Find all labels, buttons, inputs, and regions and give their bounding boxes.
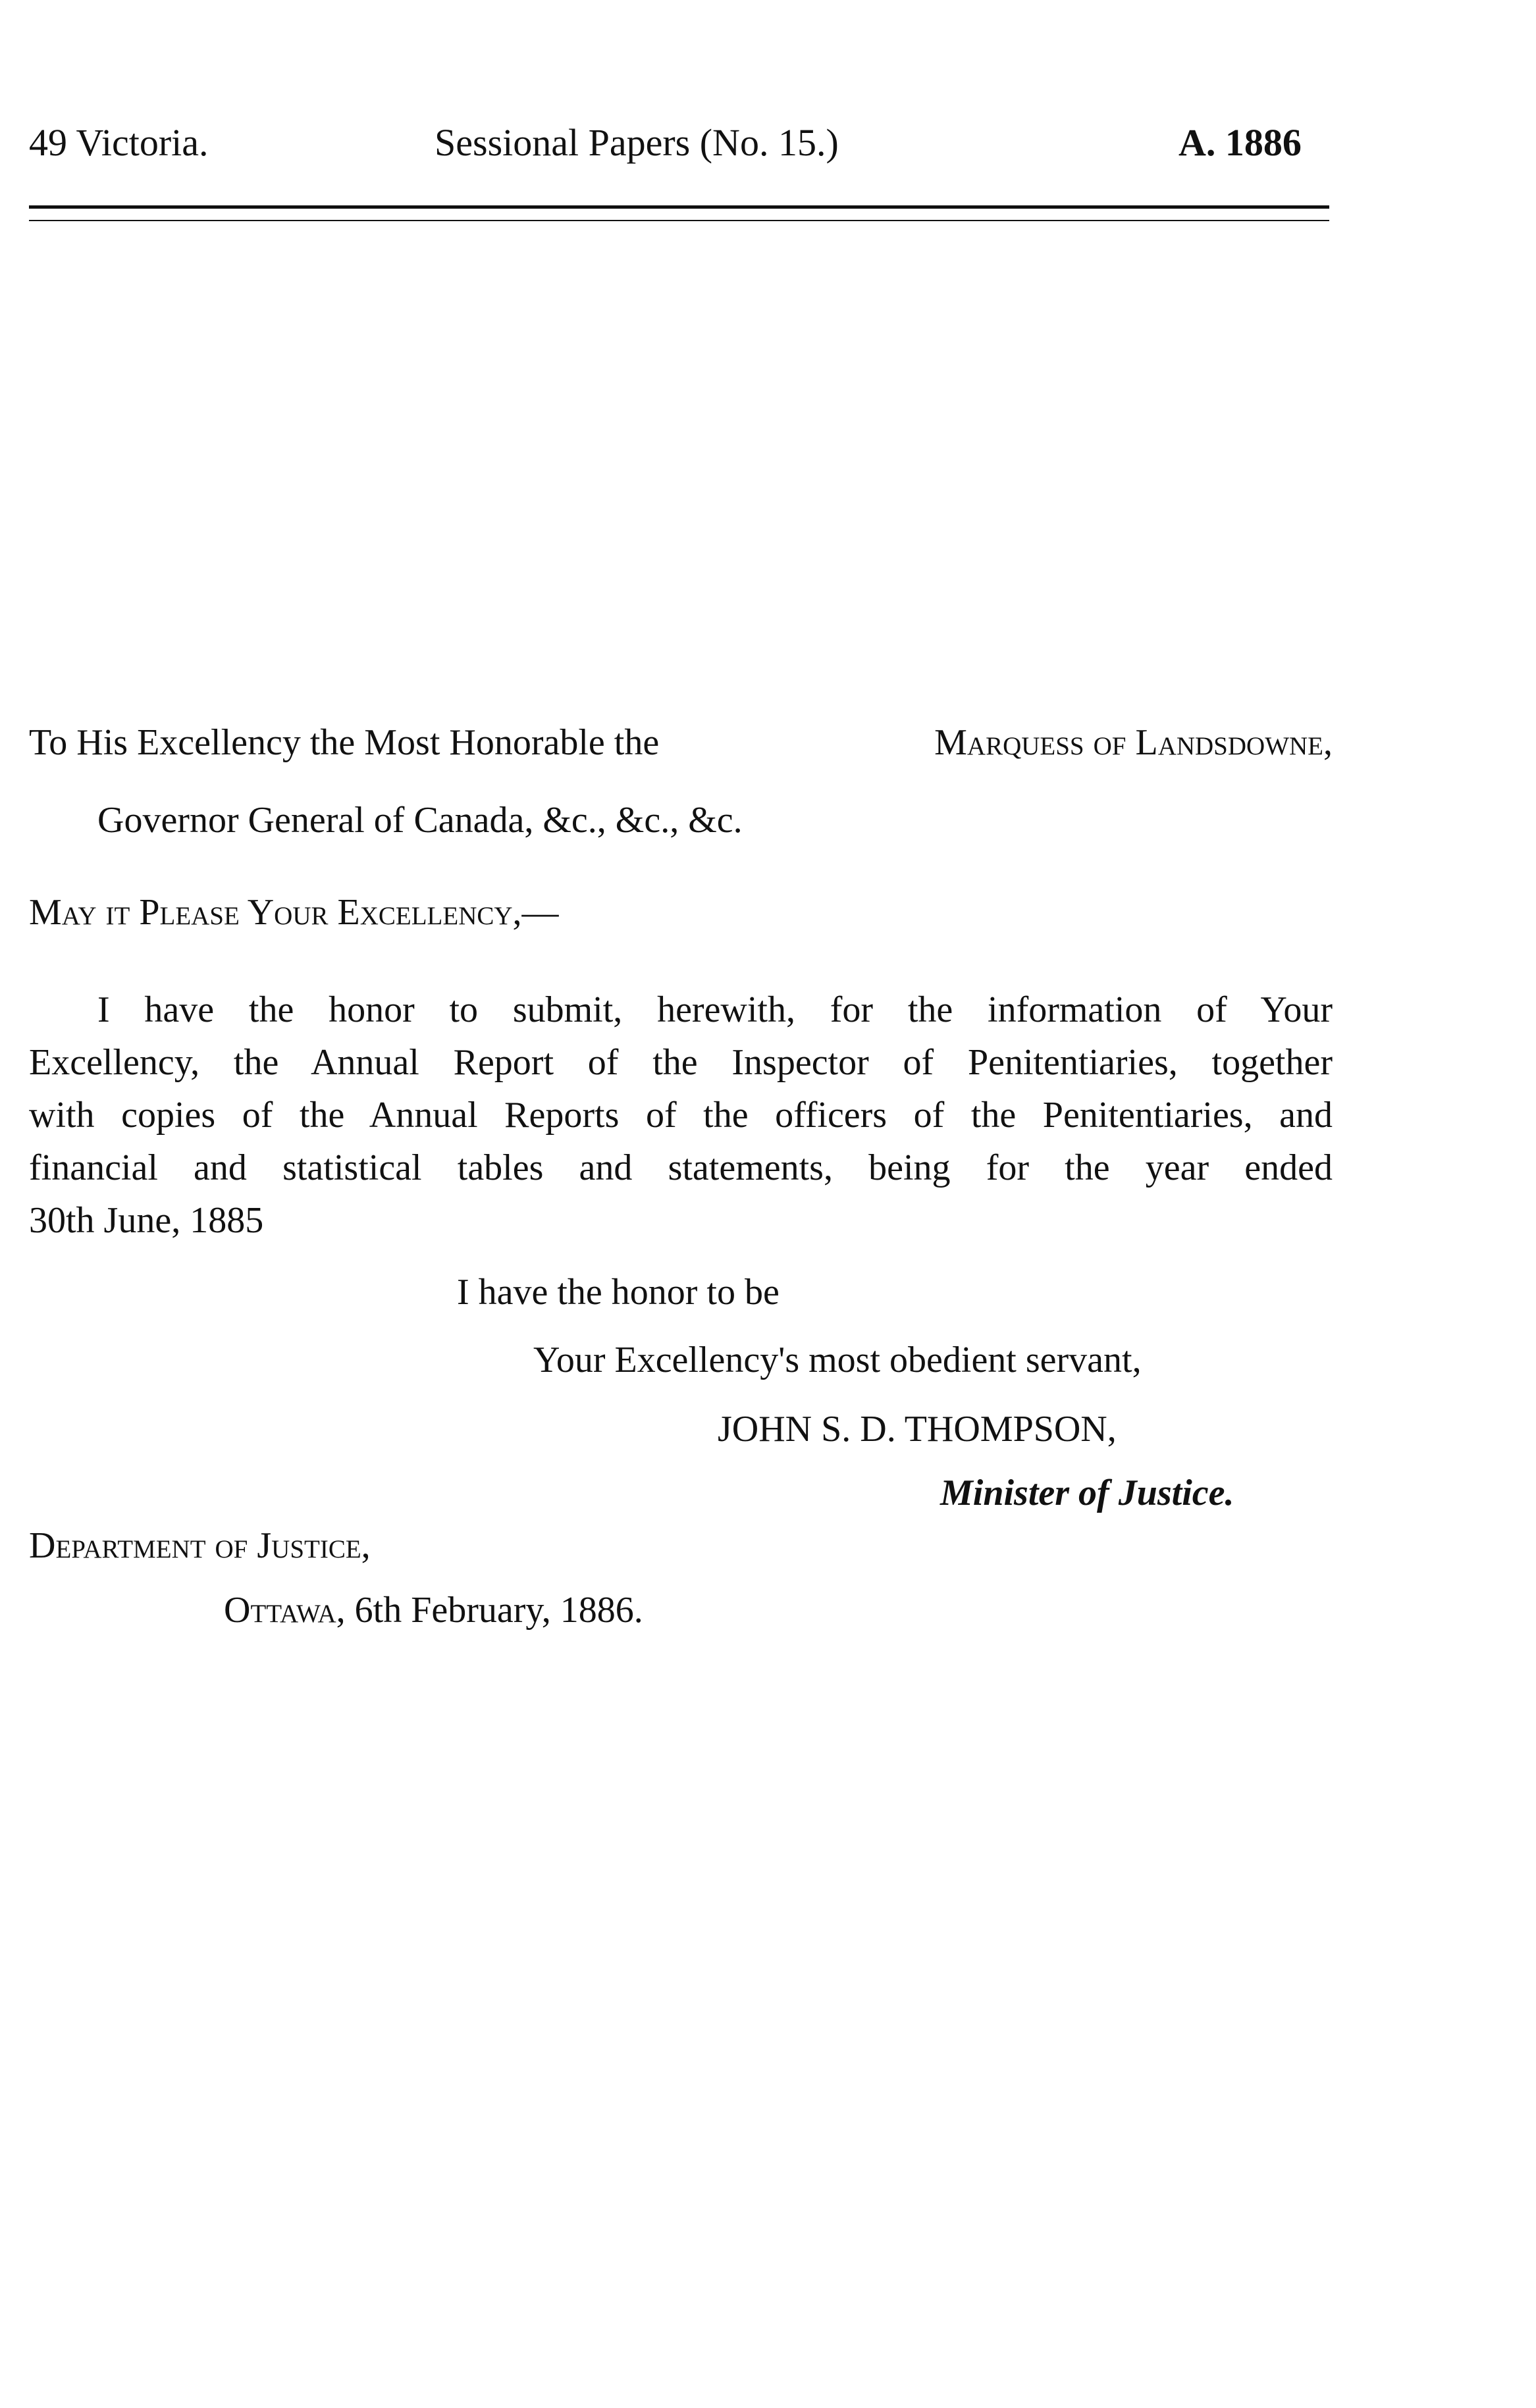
body-line-5: 30th June, 1885: [29, 1200, 264, 1241]
header-rule-thick: [29, 205, 1329, 209]
address-to-name: Marquess of Landsdowne,: [934, 722, 1333, 763]
address-to-prefix: To His Excellency the Most Honorable the: [29, 722, 660, 763]
salutation: May it Please Your Excellency,—: [29, 892, 559, 933]
body-line-3: with copies of the Annual Reports of the officers of the Penitentiaries, and: [29, 1095, 1333, 1136]
body-line-2: Excellency, the Annual Report of the Inspector of Penitentiaries, together: [29, 1042, 1333, 1083]
header-rule-thin: [29, 220, 1329, 221]
dateline-date: 6th February, 1886.: [354, 1590, 643, 1631]
address-line-2: Governor General of Canada, &c., &c., &c.: [97, 800, 743, 841]
dateline-place-date: [224, 1592, 643, 1629]
body-line-1: I have the honor to submit, herewith, for the information of Your: [97, 989, 1333, 1030]
dateline-department: Department of Justice,: [29, 1525, 371, 1566]
address-line-1: [29, 724, 1333, 761]
header-session: 49 Victoria.: [29, 121, 209, 164]
closing-line-2: Your Excellency's most obedient servant,: [533, 1340, 1142, 1380]
signature-name: JOHN S. D. THOMPSON,: [718, 1409, 1117, 1450]
signature-title: Minister of Justice.: [940, 1473, 1234, 1513]
body-line-4: financial and statistical tables and statements, being for the year ended: [29, 1147, 1333, 1188]
header-year: A. 1886: [1178, 121, 1302, 164]
dateline-place: Ottawa,: [224, 1590, 346, 1631]
header-sessional-papers: Sessional Papers (No. 15.): [435, 121, 839, 164]
closing-line-1: I have the honor to be: [457, 1272, 780, 1313]
